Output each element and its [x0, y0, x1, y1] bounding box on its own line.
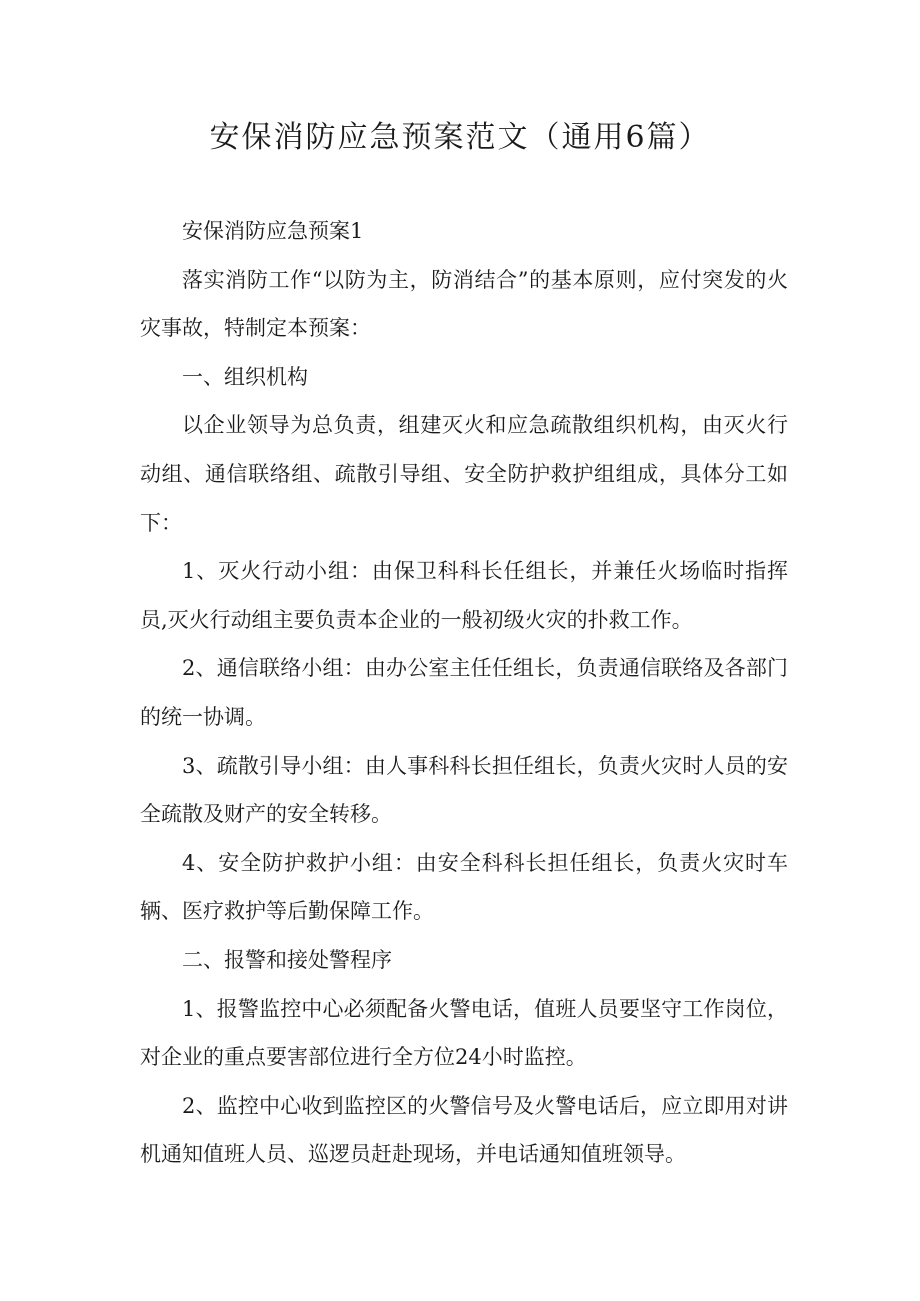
document-body	[140, 207, 788, 1179]
alarm-procedure-item-2: 2、监控中心收到监控区的火警信号及火警电话后，应立即用对讲机通知值班人员、巡逻员赶赴现场，并电话通知值班领导。	[140, 1093, 788, 1167]
organization-paragraph: 以企业领导为总负责，组建灭火和应急疏散组织机构，由灭火行动组、通信联络组、疏散引导组、安全防护救护组组成，具体分工如下：	[140, 413, 788, 535]
section-heading-plan-1: 安保消防应急预案1	[182, 219, 364, 243]
list-item-protection-rescue-group: 4、安全防护救护小组：由安全科科长担任组长，负责火灾时车辆、医疗救护等后勤保障工作。	[140, 850, 788, 924]
document-title: 安保消防应急预案范文（通用6篇）	[209, 120, 711, 155]
list-item-communication-group: 2、通信联络小组：由办公室主任任组长，负责通信联络及各部门的统一协调。	[140, 656, 788, 729]
intro-paragraph: 落实消防工作“以防为主，防消结合”的基本原则，应付突发的火灾事故，特制定本预案：	[140, 267, 788, 341]
list-item-firefighting-group: 1、灭火行动小组：由保卫科科长任组长，并兼任火场临时指挥员,灭火行动组主要负责本企业的一般初级火灾的扑救工作。	[140, 559, 788, 632]
alarm-procedure-item-1: 1、报警监控中心必须配备火警电话，值班人员要坚守工作岗位，对企业的重点要害部位进行全方位24小时监控。	[140, 996, 788, 1070]
list-item-evacuation-group: 3、疏散引导小组：由人事科科长担任组长，负责火灾时人员的安全疏散及财产的安全转移。	[140, 753, 788, 827]
section-heading-alarm-procedure: 二、报警和接处警程序	[182, 947, 392, 972]
section-heading-organization: 一、组织机构	[182, 364, 308, 389]
